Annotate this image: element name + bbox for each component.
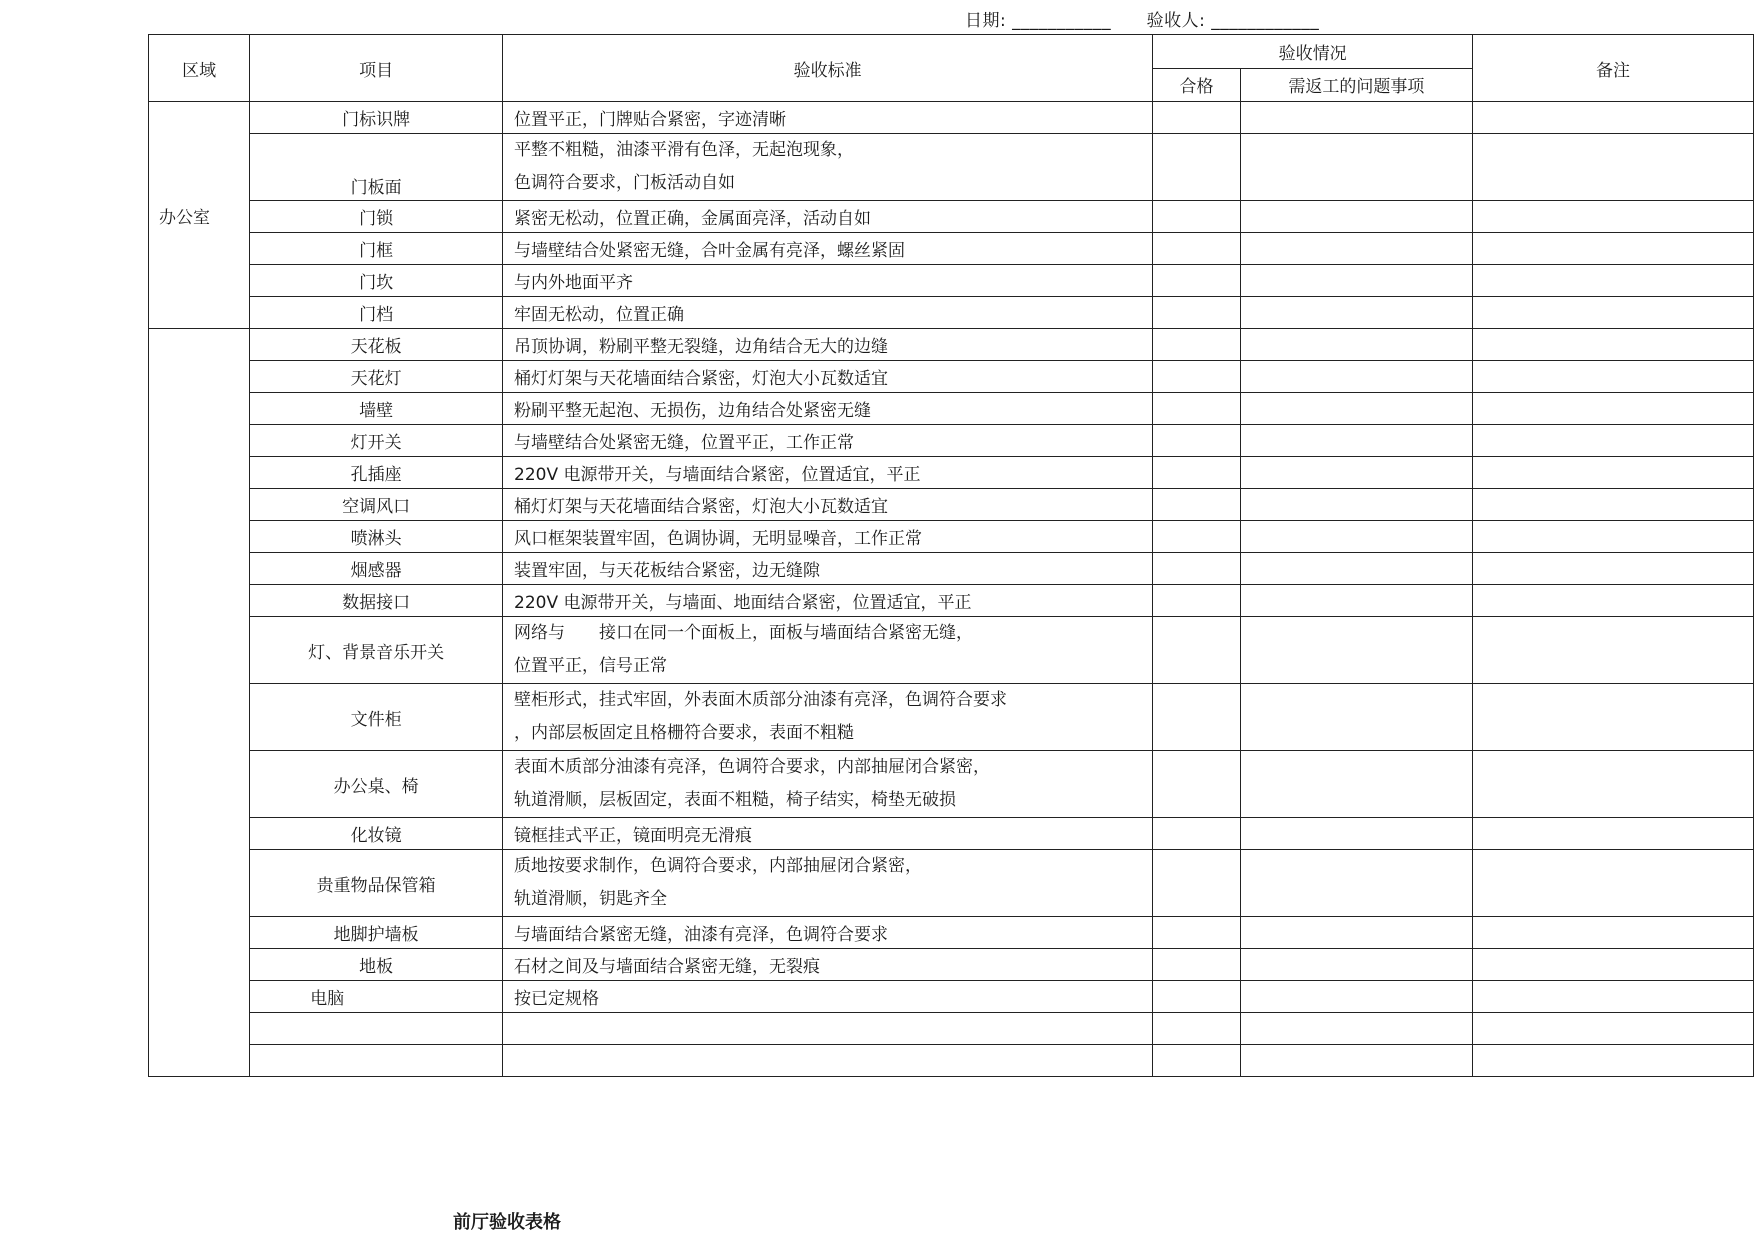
pass-cell[interactable] xyxy=(1153,233,1241,265)
standard-cell xyxy=(503,521,1153,553)
standard-line: 桶灯灯架与天花墙面结合紧密，灯泡大小瓦数适宜 xyxy=(514,369,888,389)
note-cell[interactable] xyxy=(1473,981,1754,1013)
item-cell: 天花板 xyxy=(250,329,503,361)
pass-cell[interactable] xyxy=(1153,751,1241,818)
item-cell: 孔插座 xyxy=(250,457,503,489)
rework-cell[interactable] xyxy=(1240,850,1472,917)
standard-line: 质地按要求制作，色调符合要求，内部抽屉闭合紧密， xyxy=(514,856,922,876)
pass-cell[interactable] xyxy=(1153,393,1241,425)
standard-line: 轨道滑顺，钥匙齐全 xyxy=(514,889,667,909)
standard-cell xyxy=(503,553,1153,585)
rework-cell[interactable] xyxy=(1240,102,1472,134)
rework-cell[interactable] xyxy=(1240,949,1472,981)
rework-cell[interactable] xyxy=(1240,751,1472,818)
note-cell[interactable] xyxy=(1473,102,1754,134)
pass-cell[interactable] xyxy=(1153,489,1241,521)
standard-cell xyxy=(503,617,1153,684)
pass-cell[interactable] xyxy=(1153,617,1241,684)
col-item-header: 项目 xyxy=(250,35,503,102)
pass-cell[interactable] xyxy=(1153,521,1241,553)
item-cell: 数据接口 xyxy=(250,585,503,617)
rework-cell[interactable] xyxy=(1240,684,1472,751)
standard-line: 表面木质部分油漆有亮泽，色调符合要求，内部抽屉闭合紧密， xyxy=(514,757,990,777)
pass-cell[interactable] xyxy=(1153,553,1241,585)
col-rework-header: 需返工的问题事项 xyxy=(1240,68,1472,102)
note-cell[interactable] xyxy=(1473,201,1754,233)
standard-line: 壁柜形式，挂式牢固，外表面木质部分油漆有亮泽，色调符合要求 xyxy=(514,690,1007,710)
rework-cell[interactable] xyxy=(1240,521,1472,553)
table-row xyxy=(149,297,1754,329)
pass-cell[interactable] xyxy=(1153,361,1241,393)
item-cell: 喷淋头 xyxy=(250,521,503,553)
standard-cell xyxy=(503,425,1153,457)
rework-cell[interactable] xyxy=(1240,818,1472,850)
pass-cell[interactable] xyxy=(1153,329,1241,361)
item-cell xyxy=(250,1013,503,1045)
table-row xyxy=(149,818,1754,850)
pass-cell[interactable] xyxy=(1153,850,1241,917)
note-cell[interactable] xyxy=(1473,265,1754,297)
table-row xyxy=(149,751,1754,818)
area-cell-continued xyxy=(149,329,250,1077)
pass-cell[interactable] xyxy=(1153,102,1241,134)
item-cell xyxy=(250,1045,503,1077)
pass-cell[interactable] xyxy=(1153,684,1241,751)
rework-cell[interactable] xyxy=(1240,329,1472,361)
note-cell[interactable] xyxy=(1473,329,1754,361)
rework-cell[interactable] xyxy=(1240,553,1472,585)
standard-cell xyxy=(503,489,1153,521)
pass-cell[interactable] xyxy=(1153,818,1241,850)
inspector-label: 验收人: xyxy=(1146,11,1206,31)
standard-line: 石材之间及与墙面结合紧密无缝，无裂痕 xyxy=(514,957,820,977)
standard-cell xyxy=(503,457,1153,489)
note-cell[interactable] xyxy=(1473,425,1754,457)
rework-cell[interactable] xyxy=(1240,585,1472,617)
standard-cell xyxy=(503,818,1153,850)
standard-cell xyxy=(503,917,1153,949)
table-row xyxy=(149,393,1754,425)
item-cell: 灯、背景音乐开关 xyxy=(250,617,503,684)
table-row xyxy=(149,585,1754,617)
col-status-header: 验收情况 xyxy=(1153,35,1473,69)
item-cell: 化妆镜 xyxy=(250,818,503,850)
pass-cell[interactable] xyxy=(1153,265,1241,297)
standard-cell xyxy=(503,102,1153,134)
pass-cell[interactable] xyxy=(1153,134,1241,201)
standard-cell xyxy=(503,361,1153,393)
note-cell[interactable] xyxy=(1473,134,1754,201)
item-cell: 贵重物品保管箱 xyxy=(250,850,503,917)
table-row xyxy=(149,1013,1754,1045)
item-cell: 天花灯 xyxy=(250,361,503,393)
note-cell[interactable] xyxy=(1473,393,1754,425)
table-row xyxy=(149,981,1754,1013)
note-cell[interactable] xyxy=(1473,361,1754,393)
item-cell: 门框 xyxy=(250,233,503,265)
table-row xyxy=(149,949,1754,981)
item-cell: 门板面 xyxy=(250,134,503,201)
standard-line: 位置平正，门牌贴合紧密，字迹清晰 xyxy=(514,110,786,130)
item-cell: 烟感器 xyxy=(250,553,503,585)
rework-cell[interactable] xyxy=(1240,981,1472,1013)
standard-cell xyxy=(503,265,1153,297)
rework-cell[interactable] xyxy=(1240,489,1472,521)
item-cell: 门标识牌 xyxy=(250,102,503,134)
pass-cell[interactable] xyxy=(1153,457,1241,489)
item-cell: 墙壁 xyxy=(250,393,503,425)
standard-line: 平整不粗糙，油漆平滑有色泽，无起泡现象， xyxy=(514,140,854,160)
note-cell[interactable] xyxy=(1473,521,1754,553)
standard-line: 网络与 接口在同一个面板上，面板与墙面结合紧密无缝， xyxy=(514,623,973,643)
standard-line: 与墙壁结合处紧密无缝，位置平正，工作正常 xyxy=(514,433,854,453)
standard-cell xyxy=(503,297,1153,329)
date-field: ___________ xyxy=(1012,11,1112,31)
standard-cell xyxy=(503,684,1153,751)
standard-line: 与墙面结合紧密无缝，油漆有亮泽，色调符合要求 xyxy=(514,925,888,945)
item-cell: 办公桌、椅 xyxy=(250,751,503,818)
table-row xyxy=(149,917,1754,949)
standard-line: 220V 电源带开关，与墙面、地面结合紧密，位置适宜，平正 xyxy=(514,593,972,613)
standard-line: 与墙壁结合处紧密无缝，合叶金属有亮泽，螺丝紧固 xyxy=(514,241,905,261)
item-cell: 门锁 xyxy=(250,201,503,233)
item-cell: 门档 xyxy=(250,297,503,329)
pass-cell[interactable] xyxy=(1153,949,1241,981)
next-section-title: 前厅验收表格 xyxy=(453,1212,561,1233)
note-cell[interactable] xyxy=(1473,457,1754,489)
standard-line: 220V 电源带开关，与墙面结合紧密，位置适宜，平正 xyxy=(514,465,921,485)
standard-cell xyxy=(503,1045,1153,1077)
standard-line: 吊顶协调，粉刷平整无裂缝，边角结合无大的边缝 xyxy=(514,337,888,357)
note-cell[interactable] xyxy=(1473,585,1754,617)
standard-line: ，内部层板固定且格栅符合要求，表面不粗糙 xyxy=(514,723,854,743)
item-cell: 电脑 xyxy=(250,981,503,1013)
standard-line: 位置平正，信号正常 xyxy=(514,656,667,676)
rework-cell[interactable] xyxy=(1240,1013,1472,1045)
standard-cell xyxy=(503,850,1153,917)
standard-cell xyxy=(503,134,1153,201)
pass-cell[interactable] xyxy=(1153,425,1241,457)
item-cell: 地板 xyxy=(250,949,503,981)
standard-line: 轨道滑顺，层板固定，表面不粗糙，椅子结实，椅垫无破损 xyxy=(514,790,956,810)
item-cell: 门坎 xyxy=(250,265,503,297)
note-cell[interactable] xyxy=(1473,684,1754,751)
standard-line: 按已定规格 xyxy=(514,989,599,1009)
note-cell[interactable] xyxy=(1473,1013,1754,1045)
item-cell: 空调风口 xyxy=(250,489,503,521)
note-cell[interactable] xyxy=(1473,949,1754,981)
note-cell[interactable] xyxy=(1473,617,1754,684)
rework-cell[interactable] xyxy=(1240,265,1472,297)
item-cell: 灯开关 xyxy=(250,425,503,457)
table-row xyxy=(149,684,1754,751)
item-cell: 地脚护墙板 xyxy=(250,917,503,949)
table-row xyxy=(149,201,1754,233)
rework-cell[interactable] xyxy=(1240,233,1472,265)
standard-cell xyxy=(503,981,1153,1013)
standard-line: 桶灯灯架与天花墙面结合紧密，灯泡大小瓦数适宜 xyxy=(514,497,888,517)
table-row xyxy=(149,102,1754,134)
rework-cell[interactable] xyxy=(1240,617,1472,684)
rework-cell[interactable] xyxy=(1240,1045,1472,1077)
rework-cell[interactable] xyxy=(1240,917,1472,949)
col-area-header: 区域 xyxy=(149,35,250,102)
table-row xyxy=(149,521,1754,553)
col-pass-header: 合格 xyxy=(1153,68,1241,102)
note-cell[interactable] xyxy=(1473,850,1754,917)
rework-cell[interactable] xyxy=(1240,297,1472,329)
note-cell[interactable] xyxy=(1473,297,1754,329)
pass-cell[interactable] xyxy=(1153,917,1241,949)
table-row xyxy=(149,1045,1754,1077)
note-cell[interactable] xyxy=(1473,818,1754,850)
area-cell: 办公室 xyxy=(149,102,250,329)
table-row xyxy=(149,457,1754,489)
rework-cell[interactable] xyxy=(1240,201,1472,233)
inspector-field: ____________ xyxy=(1211,11,1320,31)
pass-cell[interactable] xyxy=(1153,585,1241,617)
col-standard-header: 验收标准 xyxy=(503,35,1153,102)
standard-line: 装置牢固，与天花板结合紧密，边无缝隙 xyxy=(514,561,820,581)
table-row xyxy=(149,265,1754,297)
table-row xyxy=(149,134,1754,201)
standard-cell xyxy=(503,201,1153,233)
standard-line: 镜框挂式平正，镜面明亮无滑痕 xyxy=(514,826,752,846)
table-body xyxy=(149,102,1754,1077)
col-note-header: 备注 xyxy=(1473,35,1754,102)
note-cell[interactable] xyxy=(1473,233,1754,265)
rework-cell[interactable] xyxy=(1240,457,1472,489)
pass-cell[interactable] xyxy=(1153,981,1241,1013)
acceptance-table xyxy=(148,34,1754,1077)
standard-line: 牢固无松动，位置正确 xyxy=(514,305,684,325)
note-cell[interactable] xyxy=(1473,553,1754,585)
date-label: 日期: xyxy=(965,11,1007,31)
rework-cell[interactable] xyxy=(1240,425,1472,457)
table-row xyxy=(149,425,1754,457)
standard-cell xyxy=(503,585,1153,617)
table-row xyxy=(149,553,1754,585)
table-row xyxy=(149,617,1754,684)
standard-line: 色调符合要求，门板活动自如 xyxy=(514,173,735,193)
table-row xyxy=(149,850,1754,917)
rework-cell[interactable] xyxy=(1240,361,1472,393)
pass-cell[interactable] xyxy=(1153,1045,1241,1077)
table-row xyxy=(149,361,1754,393)
pass-cell[interactable] xyxy=(1153,201,1241,233)
pass-cell[interactable] xyxy=(1153,1013,1241,1045)
note-cell[interactable] xyxy=(1473,1045,1754,1077)
rework-cell[interactable] xyxy=(1240,134,1472,201)
standard-cell xyxy=(503,393,1153,425)
item-cell: 文件柜 xyxy=(250,684,503,751)
standard-cell xyxy=(503,233,1153,265)
table-row xyxy=(149,329,1754,361)
standard-line: 与内外地面平齐 xyxy=(514,273,633,293)
standard-line: 紧密无松动，位置正确，金属面亮泽，活动自如 xyxy=(514,209,871,229)
note-cell[interactable] xyxy=(1473,751,1754,818)
standard-cell xyxy=(503,949,1153,981)
standard-cell xyxy=(503,751,1153,818)
rework-cell[interactable] xyxy=(1240,393,1472,425)
note-cell[interactable] xyxy=(1473,917,1754,949)
table-row xyxy=(149,489,1754,521)
standard-line: 风口框架装置牢固，色调协调，无明显噪音，工作正常 xyxy=(514,529,922,549)
standard-line: 粉刷平整无起泡、无损伤，边角结合处紧密无缝 xyxy=(514,401,871,421)
header-line xyxy=(965,6,1319,31)
pass-cell[interactable] xyxy=(1153,297,1241,329)
note-cell[interactable] xyxy=(1473,489,1754,521)
table-row xyxy=(149,233,1754,265)
standard-cell xyxy=(503,329,1153,361)
standard-cell xyxy=(503,1013,1153,1045)
